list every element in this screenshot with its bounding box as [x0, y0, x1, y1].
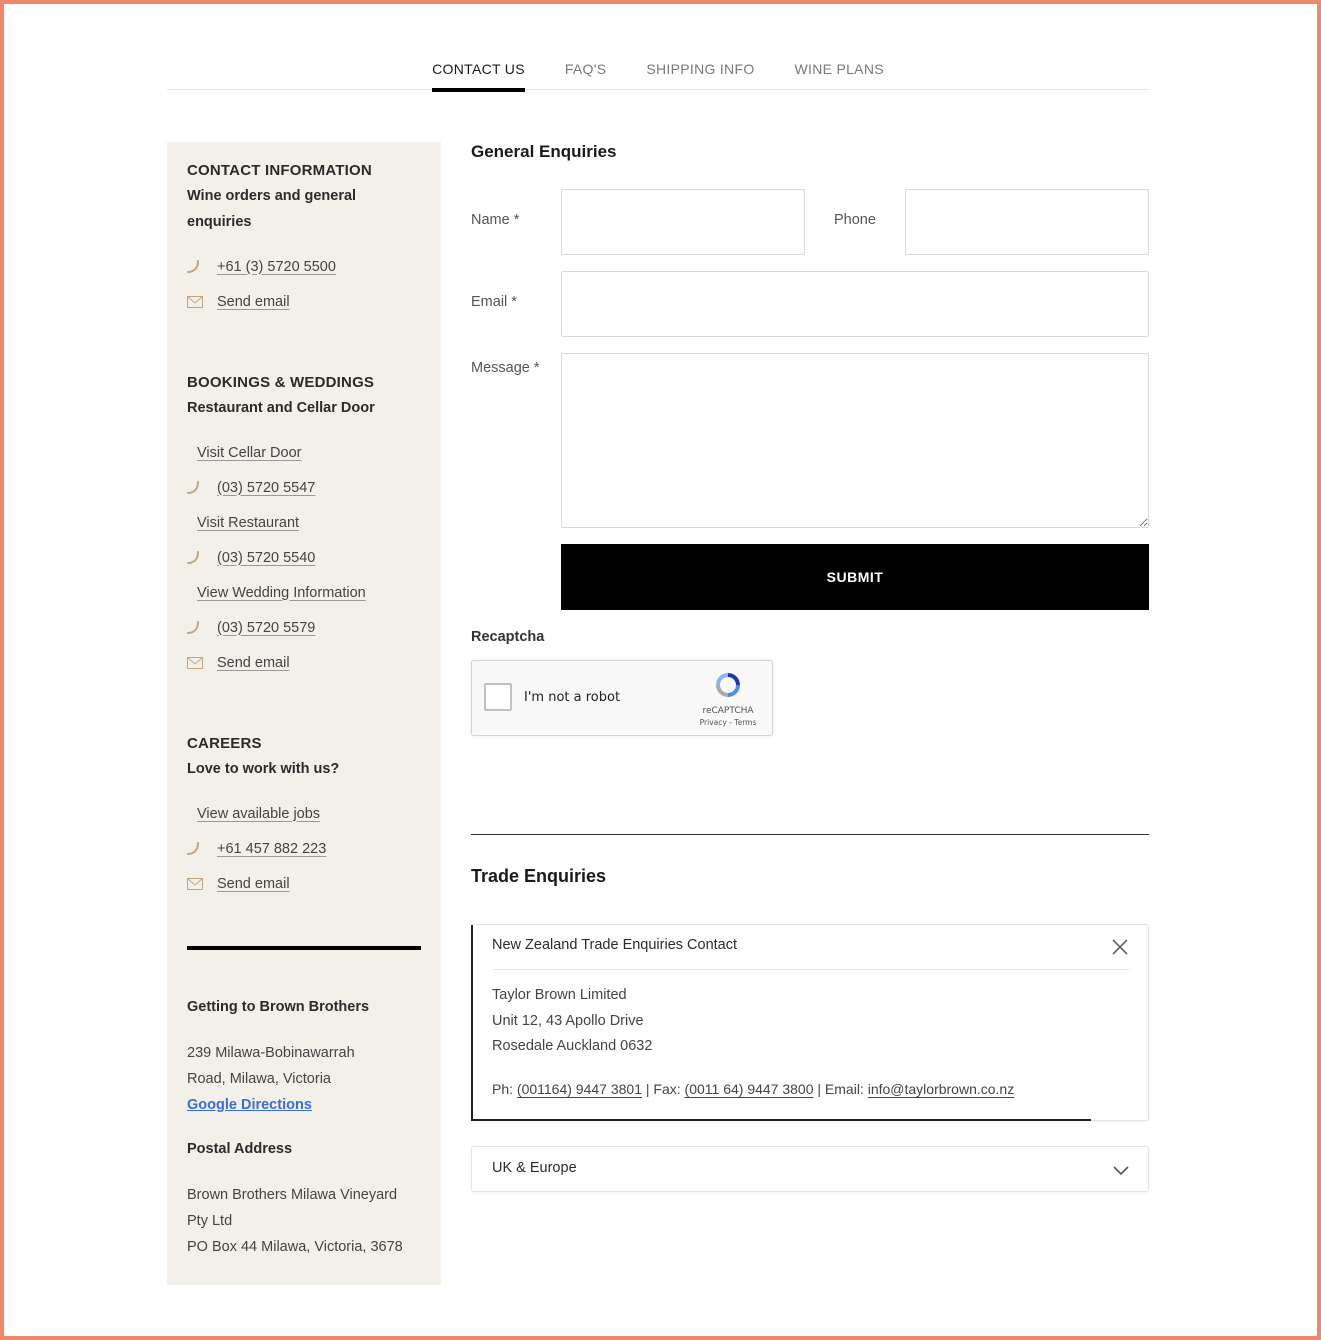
contact-info-subheading: Wine orders and general enquiries	[187, 188, 357, 230]
message-textarea[interactable]	[561, 353, 1149, 528]
nz-address-line-1: Taylor Brown Limited	[492, 987, 627, 1003]
recaptcha-checkbox[interactable]	[484, 683, 512, 711]
recaptcha-logo	[696, 669, 760, 727]
nz-fax-link[interactable]: (0011 64) 9447 3800	[684, 1081, 814, 1097]
recaptcha-label: Recaptcha	[471, 629, 545, 645]
careers-subheading: Love to work with us?	[187, 761, 340, 777]
ph-label: Ph:	[492, 1081, 514, 1097]
wedding-info-row	[187, 575, 421, 610]
recaptcha-text: I'm not a robot	[524, 690, 621, 705]
email-label-inline: | Email:	[817, 1081, 864, 1097]
phone-icon	[187, 481, 217, 495]
careers-heading: CAREERS	[187, 735, 262, 752]
visit-restaurant-link[interactable]: Visit Restaurant	[197, 514, 300, 531]
recaptcha-brand: reCAPTCHA	[702, 706, 754, 716]
contact-info-heading: CONTACT INFORMATION	[187, 162, 372, 179]
postal-line-1: Brown Brothers Milawa Vineyard	[187, 1187, 398, 1203]
envelope-icon	[187, 296, 217, 308]
cellar-phone-row	[187, 470, 421, 505]
getting-there-heading: Getting to Brown Brothers	[187, 999, 370, 1015]
tab-shipping-info[interactable]: SHIPPING INFO	[646, 61, 755, 77]
restaurant-phone-row	[187, 540, 421, 575]
tab-bar	[167, 56, 1149, 90]
bookings-section	[187, 374, 421, 680]
postal-heading: Postal Address	[187, 1141, 293, 1157]
contact-info-section	[187, 162, 421, 319]
wedding-phone-link[interactable]: (03) 5720 5579	[217, 619, 316, 636]
nz-trade-accordion	[471, 924, 1149, 1121]
contact-phone-row	[187, 249, 421, 284]
accordion-separator	[492, 969, 1130, 970]
close-icon[interactable]	[1110, 937, 1130, 957]
visit-cellar-row	[187, 435, 421, 470]
phone-icon	[187, 842, 217, 856]
phone-icon	[187, 551, 217, 565]
restaurant-phone-link[interactable]: (03) 5720 5540	[217, 549, 316, 566]
submit-button[interactable]: SUBMIT	[561, 544, 1149, 610]
envelope-icon	[187, 657, 217, 669]
name-label: Name *	[471, 212, 520, 228]
visit-cellar-door-link[interactable]: Visit Cellar Door	[197, 444, 302, 461]
view-available-jobs-link[interactable]: View available jobs	[197, 805, 321, 822]
view-wedding-information-link[interactable]: View Wedding Information	[197, 584, 366, 601]
careers-email-row	[187, 866, 421, 901]
general-enquiries-title: General Enquiries	[471, 142, 617, 161]
email-label: Email *	[471, 294, 517, 310]
careers-phone-link[interactable]: +61 457 882 223	[217, 840, 327, 857]
message-label: Message *	[471, 360, 540, 376]
sidebar-divider	[187, 946, 421, 950]
phone-icon	[187, 260, 217, 274]
contact-email-row	[187, 284, 421, 319]
trade-enquiries-title: Trade Enquiries	[471, 866, 607, 886]
bookings-subheading: Restaurant and Cellar Door	[187, 400, 375, 416]
careers-send-email-link[interactable]: Send email	[217, 875, 290, 892]
nz-address-line-3: Rosedale Auckland 0632	[492, 1038, 653, 1054]
recaptcha-widget	[471, 660, 773, 736]
postal-line-2: Pty Ltd	[187, 1213, 233, 1229]
postal-line-3: PO Box 44 Milawa, Victoria, 3678	[187, 1239, 403, 1255]
nz-trade-address	[492, 983, 652, 1060]
recaptcha-terms[interactable]: Privacy - Terms	[699, 718, 757, 727]
google-directions-link[interactable]: Google Directions	[187, 1097, 312, 1113]
address-line-1: 239 Milawa-Bobinawarrah	[187, 1045, 355, 1061]
jobs-row	[187, 796, 421, 831]
nz-trade-accordion-header[interactable]: New Zealand Trade Enquiries Contact	[492, 937, 738, 953]
phone-label: Phone	[834, 212, 876, 228]
nz-phone-link[interactable]: (001164) 9447 3801	[516, 1081, 642, 1097]
bookings-heading: BOOKINGS & WEDDINGS	[187, 374, 375, 391]
tab-faqs[interactable]: FAQ'S	[564, 61, 607, 77]
contact-send-email-link[interactable]: Send email	[217, 293, 290, 310]
nz-email-link[interactable]: info@taylorbrown.co.nz	[867, 1081, 1015, 1097]
fax-label: | Fax:	[645, 1081, 681, 1097]
uk-europe-accordion[interactable]	[471, 1146, 1149, 1192]
envelope-icon	[187, 878, 217, 890]
address-line-2: Road, Milawa, Victoria	[187, 1071, 331, 1087]
nz-address-line-2: Unit 12, 43 Apollo Drive	[492, 1012, 644, 1029]
phone-icon	[187, 621, 217, 635]
wedding-phone-row	[187, 610, 421, 645]
visit-restaurant-row	[187, 505, 421, 540]
careers-section	[187, 735, 421, 901]
contact-sidebar	[167, 142, 441, 1285]
postal-section	[187, 1132, 421, 1260]
tab-contact-us[interactable]: CONTACT US	[432, 56, 525, 90]
nz-contact-line	[492, 1081, 1014, 1097]
name-input[interactable]	[561, 189, 805, 255]
careers-phone-row	[187, 831, 421, 866]
email-input[interactable]	[561, 271, 1149, 337]
tab-wine-plans[interactable]: WINE PLANS	[794, 61, 884, 77]
bookings-email-row	[187, 645, 421, 680]
uk-europe-accordion-header[interactable]: UK & Europe	[492, 1160, 577, 1176]
chevron-down-icon[interactable]	[1112, 1161, 1130, 1179]
getting-there-section	[187, 990, 421, 1118]
cellar-phone-link[interactable]: (03) 5720 5547	[217, 479, 316, 496]
phone-input[interactable]	[905, 189, 1149, 255]
section-divider	[471, 834, 1149, 835]
recaptcha-icon	[712, 669, 744, 701]
bookings-send-email-link[interactable]: Send email	[217, 654, 290, 671]
contact-phone-link[interactable]: +61 (3) 5720 5500	[217, 258, 336, 275]
